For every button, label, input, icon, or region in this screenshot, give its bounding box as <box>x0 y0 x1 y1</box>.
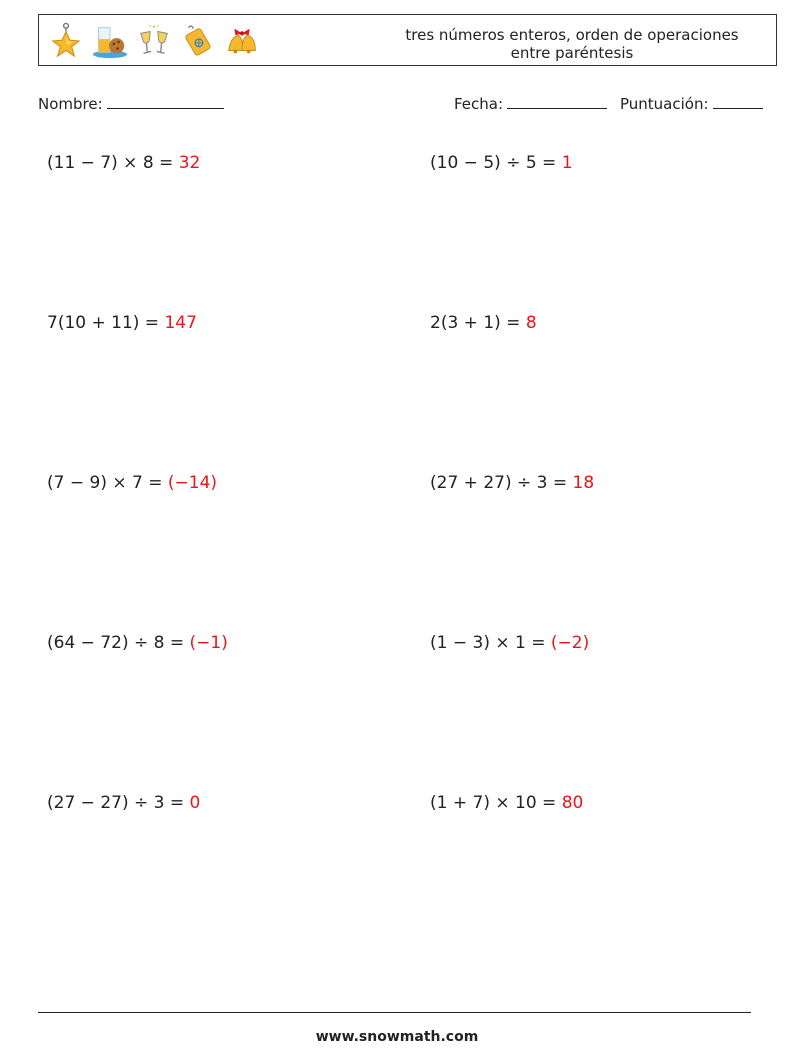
name-blank[interactable] <box>107 94 224 109</box>
problem-5 <box>47 473 217 493</box>
problem-answer: (−14) <box>167 473 218 493</box>
problem-expression: 2(3 + 1) = <box>430 313 521 333</box>
score-label: Puntuación: <box>620 95 709 113</box>
problem-expression: (11 − 7) × 8 = <box>47 153 174 173</box>
problem-answer: 18 <box>572 473 595 493</box>
header-icons <box>47 21 261 61</box>
problem-9 <box>47 793 200 813</box>
score-field <box>620 94 763 113</box>
problem-expression: (27 + 27) ÷ 3 = <box>430 473 568 493</box>
date-blank[interactable] <box>507 94 607 109</box>
worksheet-title <box>382 26 762 62</box>
footer-divider <box>38 1012 751 1013</box>
problem-expression: (10 − 5) ÷ 5 = <box>430 153 557 173</box>
problem-expression: (64 − 72) ÷ 8 = <box>47 633 185 653</box>
problem-1 <box>47 153 200 173</box>
problem-8 <box>430 633 589 653</box>
date-label: Fecha: <box>454 95 504 113</box>
problem-answer: 32 <box>178 153 201 173</box>
problem-expression: 7(10 + 11) = <box>47 313 160 333</box>
problem-answer: 0 <box>189 793 201 813</box>
name-label: Nombre: <box>38 95 103 113</box>
problem-expression: (7 − 9) × 7 = <box>47 473 163 493</box>
problem-6 <box>430 473 594 493</box>
score-blank[interactable] <box>713 94 763 109</box>
name-field <box>38 94 224 113</box>
milk-cookie-icon <box>91 22 129 60</box>
problem-2 <box>430 153 573 173</box>
problem-expression: (1 − 3) × 1 = <box>430 633 546 653</box>
problem-answer: 147 <box>164 313 197 333</box>
footer-url[interactable]: www.snowmath.com <box>315 1029 479 1045</box>
bells-icon <box>223 22 261 60</box>
problem-answer: (−1) <box>189 633 228 653</box>
problem-answer: 8 <box>525 313 537 333</box>
star-ornament-icon <box>47 22 85 60</box>
problem-3 <box>47 313 197 333</box>
problem-expression: (1 + 7) × 10 = <box>430 793 557 813</box>
problem-answer: 80 <box>561 793 584 813</box>
problem-answer: (−2) <box>550 633 590 653</box>
champagne-glasses-icon <box>135 22 173 60</box>
problem-7 <box>47 633 228 653</box>
title-line-1: tres números enteros, orden de operaciones <box>405 26 739 44</box>
gift-tag-icon <box>179 22 217 60</box>
worksheet-header <box>38 14 777 66</box>
problem-answer: 1 <box>561 153 573 173</box>
problem-4 <box>430 313 537 333</box>
title-line-2: entre paréntesis <box>510 44 634 62</box>
problem-10 <box>430 793 583 813</box>
date-field <box>454 94 607 113</box>
problem-expression: (27 − 27) ÷ 3 = <box>47 793 185 813</box>
